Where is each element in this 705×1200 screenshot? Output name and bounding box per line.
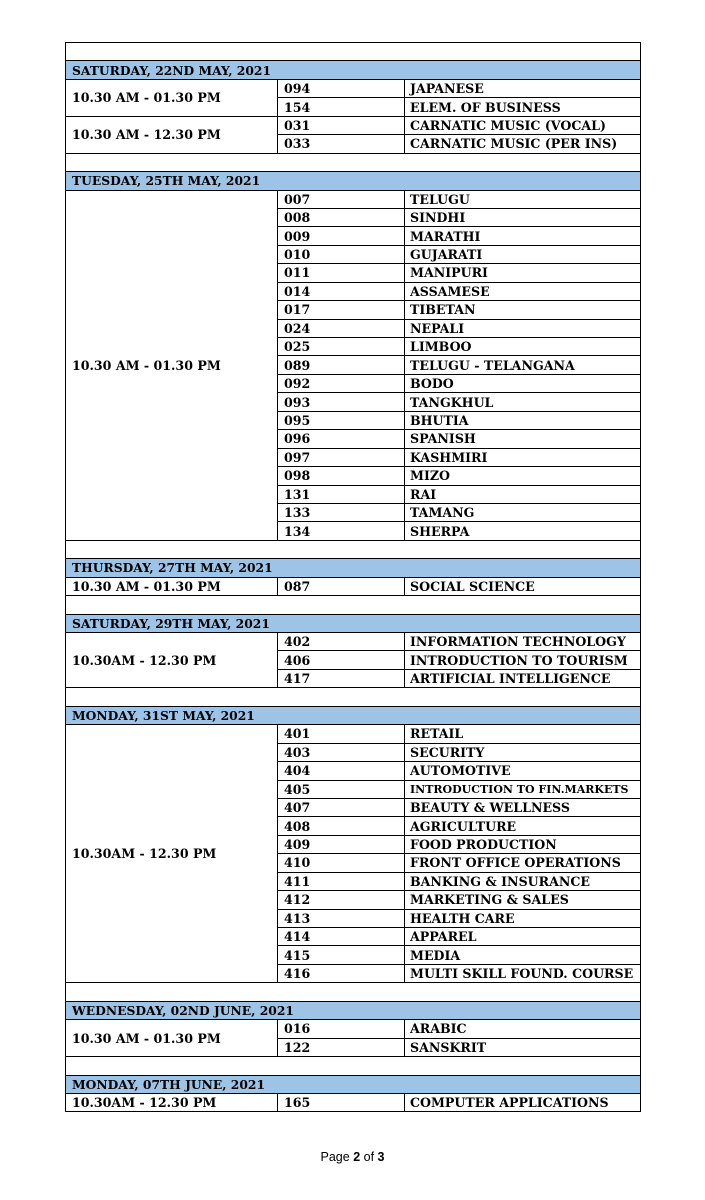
subject-code: 007 bbox=[278, 190, 405, 208]
subject-code: 095 bbox=[278, 411, 405, 429]
datesheet bbox=[65, 42, 640, 1112]
subject-name: COMPUTER APPLICATIONS bbox=[405, 1093, 641, 1111]
footer-middle: of bbox=[360, 1150, 378, 1164]
subject-name: TAMANG bbox=[405, 503, 641, 521]
exam-time: 10.30AM - 12.30 PM bbox=[66, 633, 278, 688]
subject-code: 009 bbox=[278, 227, 405, 245]
exam-time: 10.30AM - 12.30 PM bbox=[66, 1093, 278, 1111]
footer-prefix: Page bbox=[320, 1150, 354, 1164]
subject-code: 025 bbox=[278, 338, 405, 356]
date-header-row bbox=[66, 1001, 641, 1019]
subject-name: INTRODUCTION TO FIN.MARKETS bbox=[405, 780, 641, 798]
subject-code: 014 bbox=[278, 282, 405, 300]
subject-name: LIMBOO bbox=[405, 338, 641, 356]
subject-code: 154 bbox=[278, 98, 405, 116]
subject-code: 011 bbox=[278, 264, 405, 282]
table-row bbox=[66, 725, 641, 743]
table-row bbox=[66, 190, 641, 208]
subject-name: AUTOMOTIVE bbox=[405, 762, 641, 780]
exam-date: SATURDAY, 29TH MAY, 2021 bbox=[66, 614, 641, 632]
subject-name: GUJARATI bbox=[405, 245, 641, 263]
spacer-cell bbox=[66, 43, 641, 61]
subject-name: NEPALI bbox=[405, 319, 641, 337]
subject-name: RETAIL bbox=[405, 725, 641, 743]
subject-name: SANSKRIT bbox=[405, 1038, 641, 1056]
subject-code: 416 bbox=[278, 964, 405, 982]
date-header-row bbox=[66, 706, 641, 724]
subject-name: MEDIA bbox=[405, 946, 641, 964]
date-header-row bbox=[66, 61, 641, 79]
subject-code: 031 bbox=[278, 116, 405, 134]
spacer-cell bbox=[66, 596, 641, 614]
exam-date: THURSDAY, 27TH MAY, 2021 bbox=[66, 559, 641, 577]
total-page-count: 3 bbox=[377, 1150, 385, 1164]
subject-code: 405 bbox=[278, 780, 405, 798]
subject-name: APPAREL bbox=[405, 928, 641, 946]
subject-name: FOOD PRODUCTION bbox=[405, 835, 641, 853]
subject-name: SHERPA bbox=[405, 522, 641, 540]
spacer-cell bbox=[66, 153, 641, 171]
subject-name: JAPANESE bbox=[405, 79, 641, 97]
subject-name: ARTIFICIAL INTELLIGENCE bbox=[405, 669, 641, 687]
subject-name: MARKETING & SALES bbox=[405, 891, 641, 909]
subject-code: 165 bbox=[278, 1093, 405, 1111]
exam-time: 10.30AM - 12.30 PM bbox=[66, 725, 278, 983]
spacer-cell bbox=[66, 1057, 641, 1075]
spacer-row bbox=[66, 43, 641, 61]
exam-date: MONDAY, 07TH JUNE, 2021 bbox=[66, 1075, 641, 1093]
subject-code: 415 bbox=[278, 946, 405, 964]
subject-code: 417 bbox=[278, 669, 405, 687]
date-header-row bbox=[66, 614, 641, 632]
subject-code: 413 bbox=[278, 909, 405, 927]
subject-name: BHUTIA bbox=[405, 411, 641, 429]
subject-code: 098 bbox=[278, 467, 405, 485]
table-row bbox=[66, 577, 641, 595]
subject-code: 097 bbox=[278, 448, 405, 466]
subject-name: MARATHI bbox=[405, 227, 641, 245]
subject-code: 131 bbox=[278, 485, 405, 503]
subject-code: 092 bbox=[278, 374, 405, 392]
subject-code: 401 bbox=[278, 725, 405, 743]
subject-code: 093 bbox=[278, 393, 405, 411]
subject-code: 087 bbox=[278, 577, 405, 595]
subject-code: 094 bbox=[278, 79, 405, 97]
exam-date: WEDNESDAY, 02ND JUNE, 2021 bbox=[66, 1001, 641, 1019]
subject-name: BEAUTY & WELLNESS bbox=[405, 798, 641, 816]
subject-name: ELEM. OF BUSINESS bbox=[405, 98, 641, 116]
subject-name: TANGKHUL bbox=[405, 393, 641, 411]
subject-code: 412 bbox=[278, 891, 405, 909]
subject-name: RAI bbox=[405, 485, 641, 503]
subject-name: SPANISH bbox=[405, 430, 641, 448]
exam-schedule-table bbox=[65, 42, 641, 1112]
subject-name: MIZO bbox=[405, 467, 641, 485]
subject-name: MULTI SKILL FOUND. COURSE bbox=[405, 964, 641, 982]
exam-date: MONDAY, 31ST MAY, 2021 bbox=[66, 706, 641, 724]
subject-code: 403 bbox=[278, 743, 405, 761]
subject-name: ASSAMESE bbox=[405, 282, 641, 300]
exam-time: 10.30 AM - 01.30 PM bbox=[66, 577, 278, 595]
subject-code: 010 bbox=[278, 245, 405, 263]
exam-date: TUESDAY, 25TH MAY, 2021 bbox=[66, 172, 641, 190]
table-row bbox=[66, 79, 641, 97]
exam-time: 10.30 AM - 01.30 PM bbox=[66, 79, 278, 116]
exam-time: 10.30 AM - 12.30 PM bbox=[66, 116, 278, 153]
spacer-cell bbox=[66, 540, 641, 558]
subject-code: 017 bbox=[278, 301, 405, 319]
exam-time: 10.30 AM - 01.30 PM bbox=[66, 190, 278, 540]
subject-code: 008 bbox=[278, 208, 405, 226]
subject-name: CARNATIC MUSIC (VOCAL) bbox=[405, 116, 641, 134]
date-header-row bbox=[66, 172, 641, 190]
spacer-row bbox=[66, 540, 641, 558]
spacer-row bbox=[66, 153, 641, 171]
subject-code: 407 bbox=[278, 798, 405, 816]
subject-name: HEALTH CARE bbox=[405, 909, 641, 927]
spacer-row bbox=[66, 596, 641, 614]
subject-name: SINDHI bbox=[405, 208, 641, 226]
subject-code: 409 bbox=[278, 835, 405, 853]
subject-name: TELUGU - TELANGANA bbox=[405, 356, 641, 374]
subject-name: SECURITY bbox=[405, 743, 641, 761]
subject-name: CARNATIC MUSIC (PER INS) bbox=[405, 135, 641, 153]
subject-name: BODO bbox=[405, 374, 641, 392]
subject-name: BANKING & INSURANCE bbox=[405, 872, 641, 890]
subject-code: 404 bbox=[278, 762, 405, 780]
table-row bbox=[66, 1020, 641, 1038]
date-header-row bbox=[66, 1075, 641, 1093]
spacer-cell bbox=[66, 688, 641, 706]
subject-name: TIBETAN bbox=[405, 301, 641, 319]
subject-code: 411 bbox=[278, 872, 405, 890]
table-row bbox=[66, 633, 641, 651]
subject-code: 402 bbox=[278, 633, 405, 651]
subject-name: FRONT OFFICE OPERATIONS bbox=[405, 854, 641, 872]
exam-date: SATURDAY, 22ND MAY, 2021 bbox=[66, 61, 641, 79]
subject-code: 414 bbox=[278, 928, 405, 946]
subject-code: 408 bbox=[278, 817, 405, 835]
schedule-body bbox=[66, 43, 641, 1112]
subject-code: 406 bbox=[278, 651, 405, 669]
subject-name: TELUGU bbox=[405, 190, 641, 208]
table-row bbox=[66, 116, 641, 134]
page-footer bbox=[0, 1150, 705, 1164]
spacer-row bbox=[66, 1057, 641, 1075]
subject-code: 096 bbox=[278, 430, 405, 448]
subject-name: INFORMATION TECHNOLOGY bbox=[405, 633, 641, 651]
table-row bbox=[66, 1093, 641, 1111]
date-header-row bbox=[66, 559, 641, 577]
subject-code: 133 bbox=[278, 503, 405, 521]
subject-code: 033 bbox=[278, 135, 405, 153]
spacer-cell bbox=[66, 983, 641, 1001]
subject-code: 024 bbox=[278, 319, 405, 337]
subject-name: AGRICULTURE bbox=[405, 817, 641, 835]
current-page-number: 2 bbox=[353, 1150, 361, 1164]
subject-code: 410 bbox=[278, 854, 405, 872]
spacer-row bbox=[66, 983, 641, 1001]
subject-code: 016 bbox=[278, 1020, 405, 1038]
subject-code: 134 bbox=[278, 522, 405, 540]
subject-code: 089 bbox=[278, 356, 405, 374]
subject-name: SOCIAL SCIENCE bbox=[405, 577, 641, 595]
subject-name: INTRODUCTION TO TOURISM bbox=[405, 651, 641, 669]
spacer-row bbox=[66, 688, 641, 706]
subject-name: KASHMIRI bbox=[405, 448, 641, 466]
exam-time: 10.30 AM - 01.30 PM bbox=[66, 1020, 278, 1057]
subject-code: 122 bbox=[278, 1038, 405, 1056]
subject-name: ARABIC bbox=[405, 1020, 641, 1038]
subject-name: MANIPURI bbox=[405, 264, 641, 282]
